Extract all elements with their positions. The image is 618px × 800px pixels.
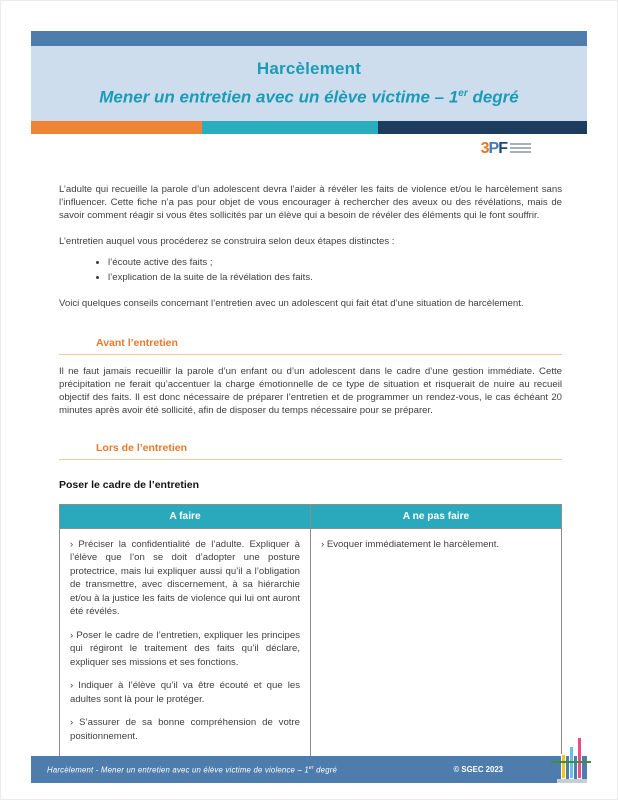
footer-title-end: degré [313,765,338,775]
intro-paragraph-3: Voici quelques conseils concernant l’entretien avec un adolescent qui fait état d’une situation de harcèlement. [59,297,524,309]
header-color-stripes [31,121,587,134]
table-header-row [60,504,562,528]
subheading-poser-le-cadre: Poser le cadre de l’entretien [59,478,200,491]
enseignement-catholique-logo [551,736,593,786]
avant-entretien-paragraph: Il ne faut jamais recueillir la parole d’un enfant ou d’un adolescent dans le cadre d’une gestion immédiate. Cette précipitation ne ferait qu’accentuer la charge émotionnelle de ce type de situation et risquerait de nuire au recueil objectif des faits. Il est donc nécessaire de préparer l’entretien et de programmer un rendez-vous, le cas échéant 20 minutes après avoir été sollicité, afin de disposer du temps nécessaire pour se préparer. [59,365,562,416]
section-heading-lors-entretien: Lors de l’entretien [59,442,562,460]
footer-title-superscript: er [308,764,314,771]
3pf-logo-digit: 3 [480,139,489,157]
page-subtitle-end: degré [467,87,519,107]
table-header-a-ne-pas-faire: A ne pas faire [311,504,562,528]
header-title-band [31,46,587,121]
intro-paragraph-1: L’adulte qui recueille la parole d’un adolescent devra l’aider à révéler les faits de violence et/ou le harcèlement sans l’influencer. Cette fiche n’a pas pour objet de vous encourager à rechercher des aveux ou des révélations, mais de savoir comment réagir si vous êtes sollicités par un élève qui a besoin de révéler des éléments qui le font souffrir. [59,183,562,221]
logo-row [31,140,531,166]
3pf-logo-letter-p: P [488,139,499,157]
table-cell-a-ne-pas-faire [311,528,562,760]
3pf-logo [481,140,531,166]
footer-title-text: Harcèlement - Mener un entretien avec un élève victime de violence – 1 [47,765,309,775]
do-item: › S’assurer de sa bonne compréhension de votre positionnement. [70,717,300,742]
3pf-logo-caption-lines [510,143,531,155]
logo-base [557,779,587,783]
footer-copyright: © SGEC 2023 [453,765,503,774]
page-subtitle-superscript: er [458,88,468,99]
dont-item: › Evoquer immédiatement le harcèlement. [321,538,500,550]
logo-bar-yellow [561,754,566,779]
document-header [31,31,587,166]
document-footer [31,756,587,783]
do-item: › Indiquer à l’élève qu’il va être écouté et que les adultes sont là pour le protéger. [70,680,300,705]
header-top-band [31,31,587,46]
do-item: › Préciser la confidentialité de l’adulte. Expliquer à l’élève que l’on se doit d’adopter une posture protectrice, mais lui expliquer aussi qu’il a l’obligation de transmettre, avec discernement, à sa hiérarchie et/ou à la justice les faits de violence qui lui ont auront été révélés. [70,538,300,618]
3pf-logo-letter-f: F [498,139,507,157]
bullet-item: • l’écoute active des faits ; [108,255,562,270]
page-title: Harcèlement [256,59,362,78]
logo-green-line [551,761,591,763]
stripe-navy [378,121,587,134]
table-header-a-faire: A faire [60,504,311,528]
intro-paragraph-2: L’entretien auquel vous procéderez se construira selon deux étapes distinctes : [59,235,395,247]
logo-bar-pink [577,737,582,779]
advice-table [59,504,562,761]
do-item: › Poser le cadre de l’entretien, expliquer les principes qui régiront le traitement des faits qu’il déclare, expliquer ses missions et ses fonctions. [70,629,300,668]
page-subtitle [31,81,587,110]
stripe-teal [202,121,378,134]
page-subtitle-text: Mener un entretien avec un élève victime – 1 [99,87,459,107]
document-body [59,183,562,761]
stripe-orange [31,121,202,134]
steps-bullet-list [108,255,562,285]
section-heading-avant-entretien: Avant l’entretien [59,337,562,355]
table-body-row [60,528,562,760]
table-cell-a-faire [60,528,311,760]
footer-document-title [47,765,337,775]
bullet-item: • l’explication de la suite de la révélation des faits. [108,270,562,285]
